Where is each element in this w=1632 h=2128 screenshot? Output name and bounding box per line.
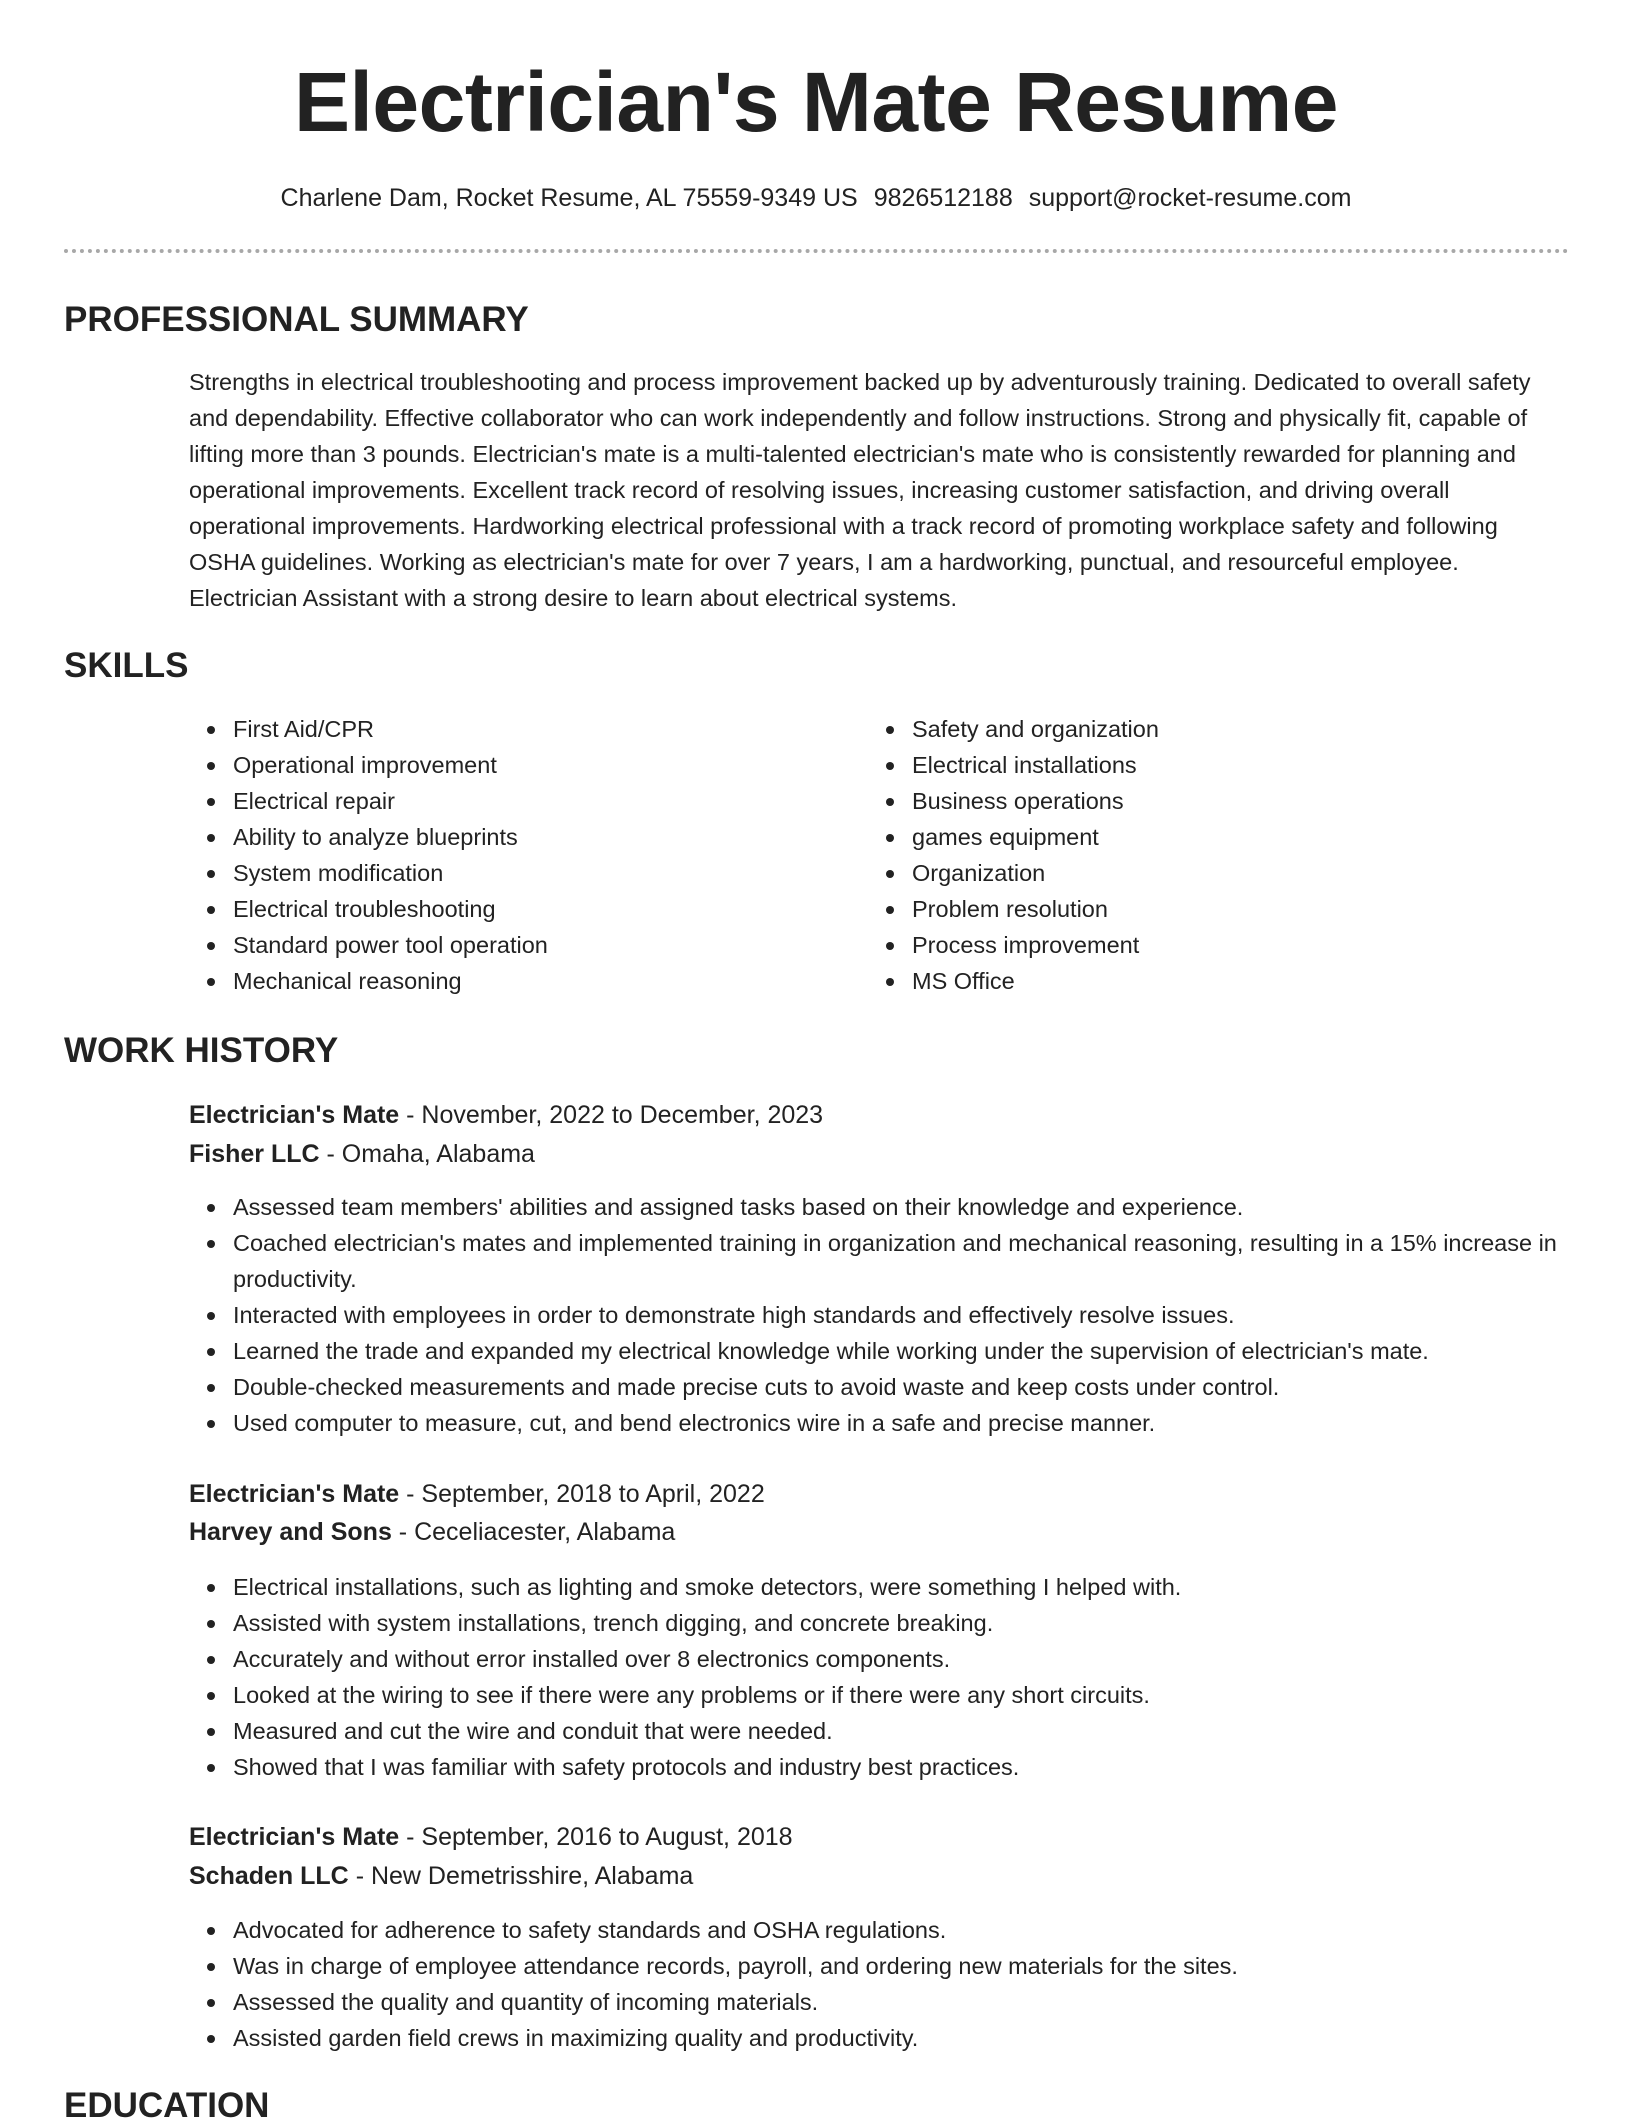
contact-email: support@rocket-resume.com [1028,184,1352,212]
job-company-line [189,1857,693,1895]
list-item: Electrical installations, such as lighting and smoke detectors, were something I helped with. [189,1569,1559,1605]
list-item: Double-checked measurements and made precise cuts to avoid waste and keep costs under control. [189,1369,1559,1405]
list-item: First Aid/CPR [189,711,829,747]
list-item: Problem resolution [868,891,1548,927]
job-company: Schaden LLC [189,1862,349,1890]
job-company-line [189,1513,675,1551]
list-item: Assisted garden field crews in maximizing quality and productivity. [189,2020,1559,2056]
list-item: Operational improvement [189,747,829,783]
job-title: Electrician's Mate [189,1480,400,1508]
job-duties-list [189,1189,1559,1441]
resume-title: Electrician's Mate Resume [294,55,1338,149]
list-item: Interacted with employees in order to demonstrate high standards and effectively resolve issues. [189,1297,1559,1333]
list-item: Standard power tool operation [189,927,829,963]
list-item: Electrical troubleshooting [189,891,829,927]
list-item: Safety and organization [868,711,1548,747]
list-item: games equipment [868,819,1548,855]
education-heading: EDUCATION [64,2086,270,2125]
summary-heading: PROFESSIONAL SUMMARY [64,300,529,339]
job-title-line [189,1096,823,1134]
job-title: Electrician's Mate [189,1823,400,1851]
work-history-heading: WORK HISTORY [64,1031,339,1070]
summary-text: Strengths in electrical troubleshooting and process improvement backed up by adventurously training. Dedicated to overall safety and dependability. Effective collaborator who can work independently and follow instructions. Strong and physically fit, capable of lifting more than 3 pounds. Electrician's mate is a multi-talented electrician's mate who is consistently rewarded for planning and operational improvements. Excellent track record of resolving issues, increasing customer satisfaction, and driving overall operational improvements. Hardworking electrical professional with a track record of promoting workplace safety and following OSHA guidelines. Working as electrician's mate for over 7 years, I am a hardworking, punctual, and resourceful employee. Electrician Assistant with a strong desire to learn about electrical systems. [189,369,1531,611]
job-company: Fisher LLC [189,1140,320,1168]
skills-list-left [189,711,829,999]
job-title-line [189,1475,765,1513]
list-item: Assisted with system installations, trench digging, and concrete breaking. [189,1605,1559,1641]
list-item: Process improvement [868,927,1548,963]
list-item: Coached electrician's mates and implemented training in organization and mechanical reasoning, resulting in a 15% increase in productivity. [189,1225,1559,1297]
job-title: Electrician's Mate [189,1101,400,1129]
job-dates: - September, 2016 to August, 2018 [399,1823,793,1851]
job-duties-list [189,1912,1559,2056]
list-item: Learned the trade and expanded my electrical knowledge while working under the supervision of electrician's mate. [189,1333,1559,1369]
contact-address: Charlene Dam, Rocket Resume, AL 75559-9349 US [280,184,858,212]
list-item: Was in charge of employee attendance records, payroll, and ordering new materials for the sites. [189,1948,1559,1984]
list-item: Organization [868,855,1548,891]
list-item: Advocated for adherence to safety standards and OSHA regulations. [189,1912,1559,1948]
list-item: Electrical installations [868,747,1548,783]
list-item: Assessed the quality and quantity of incoming materials. [189,1984,1559,2020]
job-dates: - September, 2018 to April, 2022 [399,1480,765,1508]
job-location: - Omaha, Alabama [319,1140,535,1168]
job-location: - New Demetrisshire, Alabama [348,1862,694,1890]
skills-heading: SKILLS [64,646,189,685]
job-title-line [189,1818,793,1856]
list-item: Measured and cut the wire and conduit that were needed. [189,1713,1559,1749]
list-item: System modification [189,855,829,891]
header-divider [64,249,1569,253]
list-item: Showed that I was familiar with safety protocols and industry best practices. [189,1749,1559,1785]
list-item: Ability to analyze blueprints [189,819,829,855]
contact-line [0,180,1632,216]
list-item: Electrical repair [189,783,829,819]
list-item: Looked at the wiring to see if there were any problems or if there were any short circuits. [189,1677,1559,1713]
list-item: Assessed team members' abilities and assigned tasks based on their knowledge and experience. [189,1189,1559,1225]
list-item: Business operations [868,783,1548,819]
skills-list-right [868,711,1548,999]
contact-phone: 9826512188 [873,184,1013,212]
job-duties-list [189,1569,1559,1785]
job-company-line [189,1135,535,1173]
list-item: MS Office [868,963,1548,999]
job-dates: - November, 2022 to December, 2023 [399,1101,824,1129]
list-item: Accurately and without error installed over 8 electronics components. [189,1641,1559,1677]
job-location: - Ceceliacester, Alabama [391,1518,676,1546]
job-company: Harvey and Sons [189,1518,392,1546]
list-item: Used computer to measure, cut, and bend electronics wire in a safe and precise manner. [189,1405,1559,1441]
list-item: Mechanical reasoning [189,963,829,999]
